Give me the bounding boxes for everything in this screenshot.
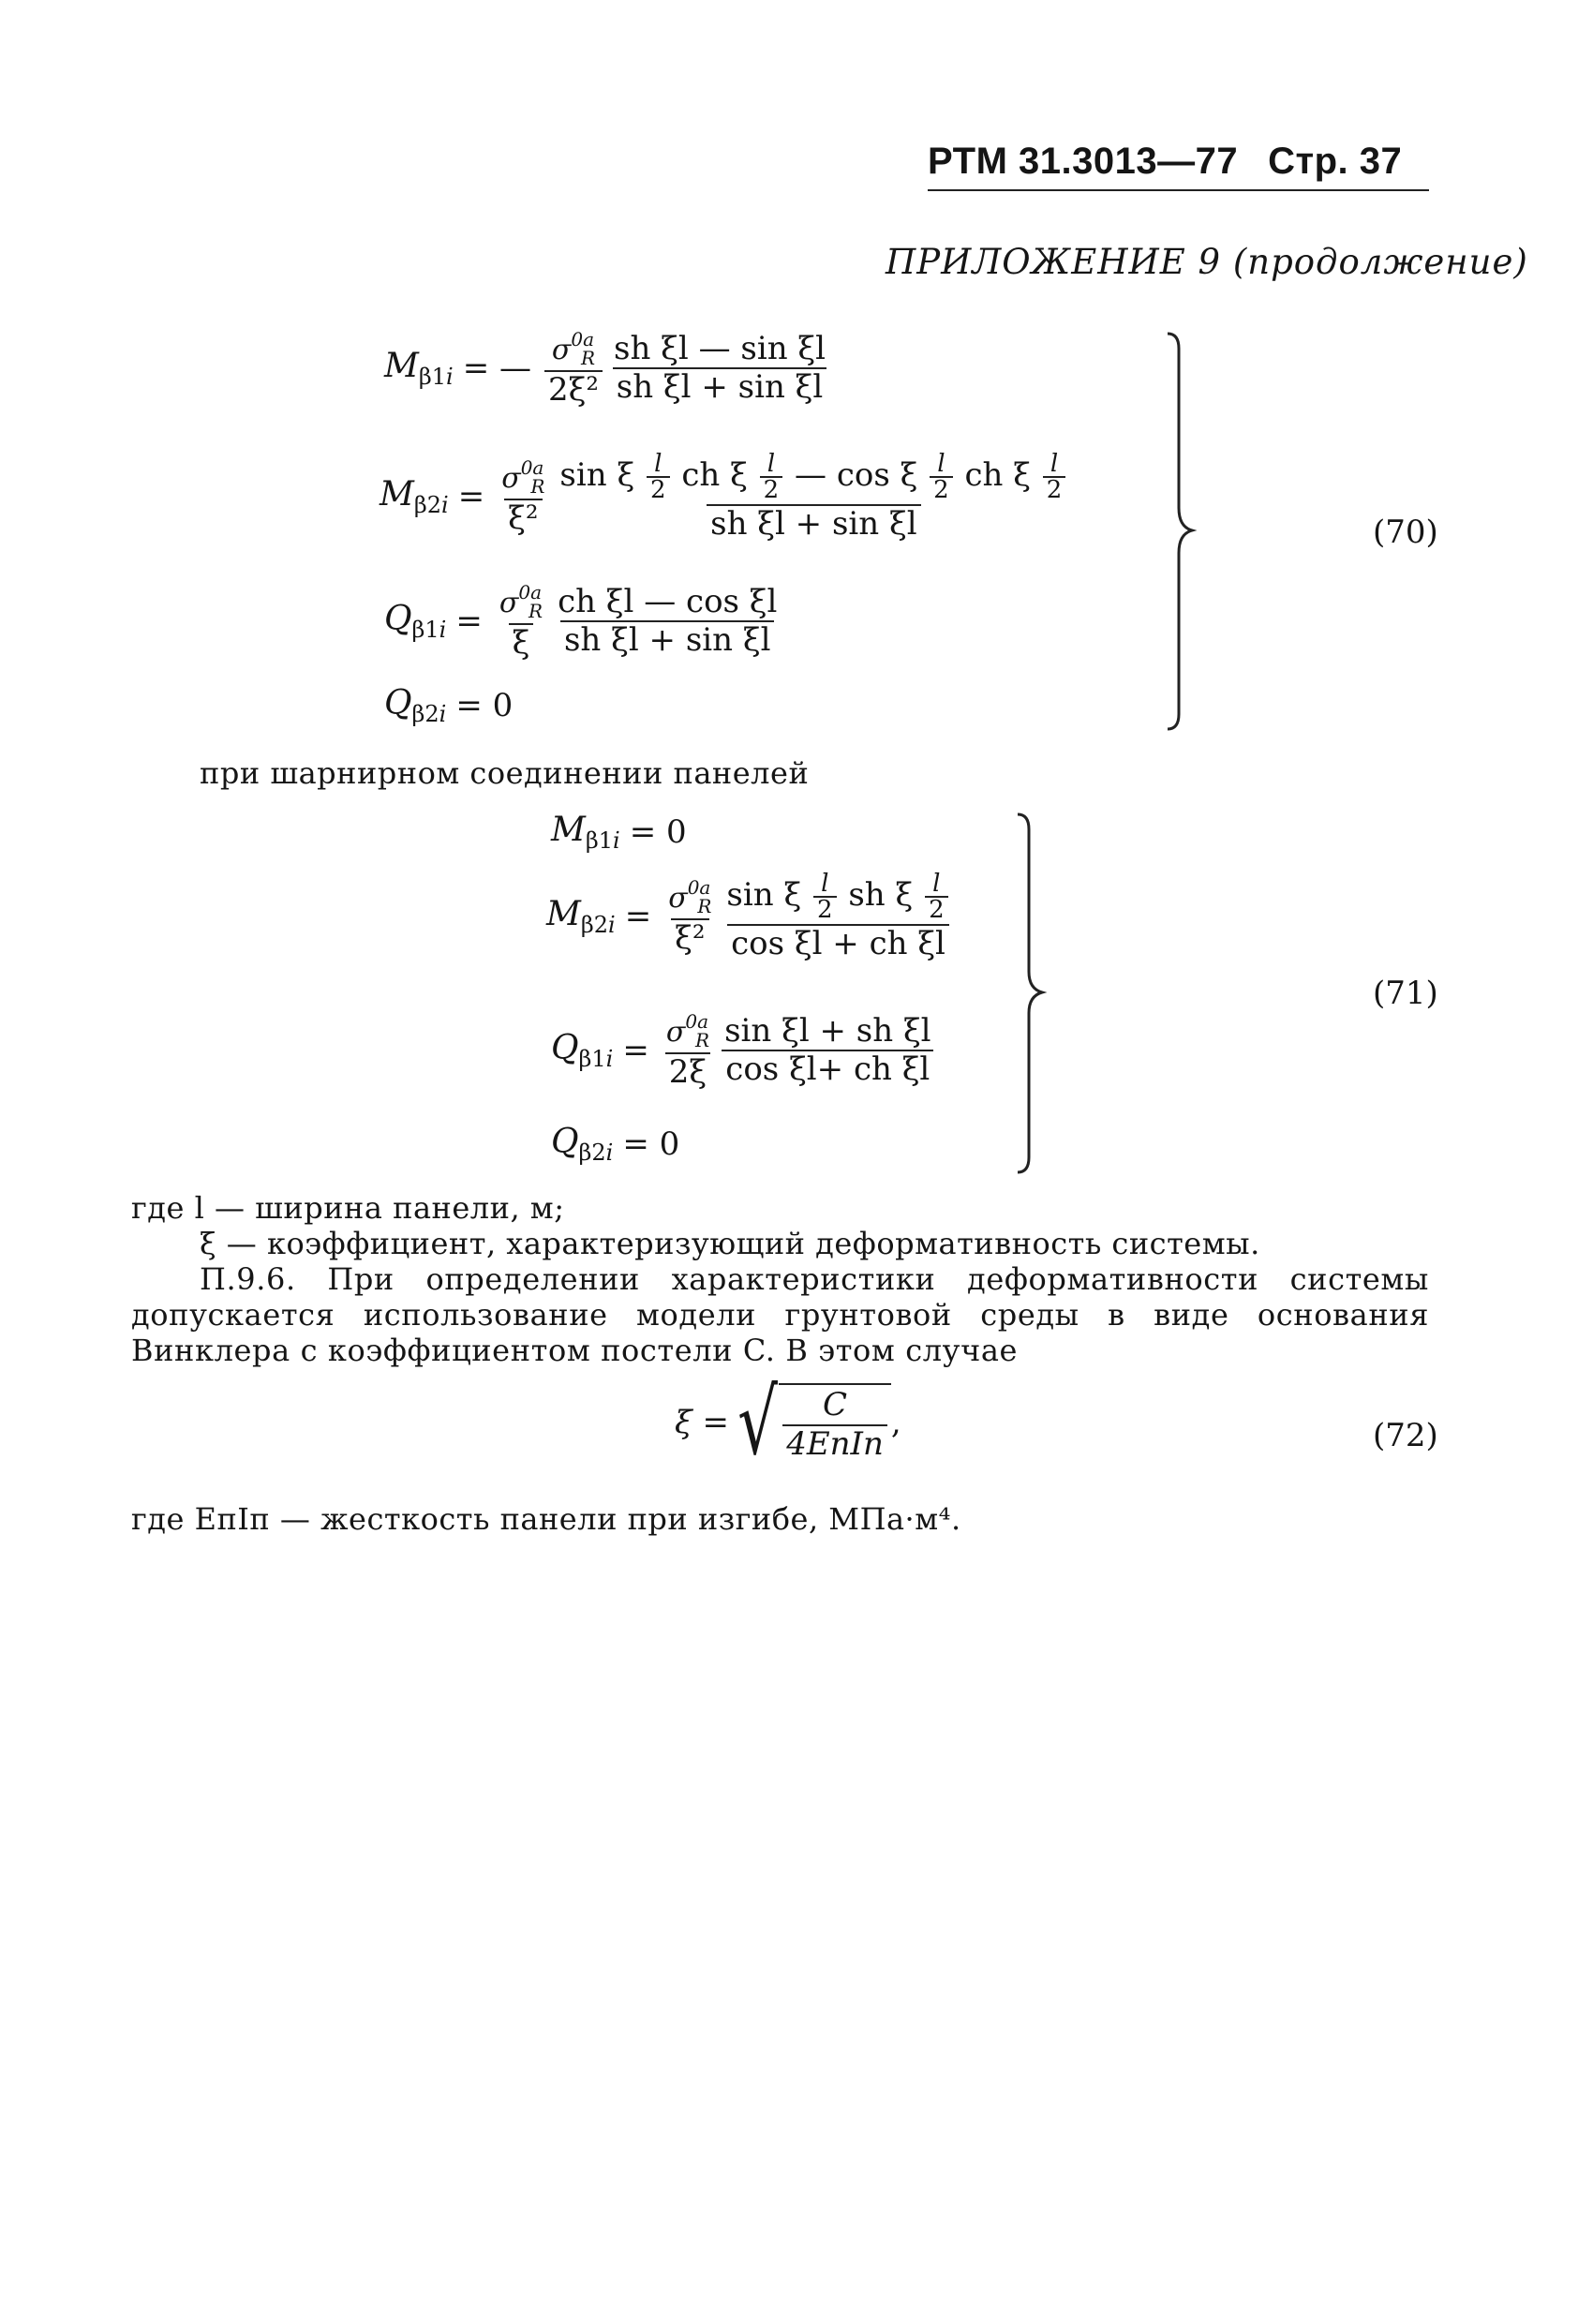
eq70-brace <box>1162 330 1199 733</box>
header-rule <box>928 189 1429 191</box>
eq70-number: (70) <box>1373 514 1438 551</box>
page-number: Стр. 37 <box>1268 141 1403 182</box>
eq71-number: (71) <box>1373 975 1438 1012</box>
eq71-m-beta2: $M_{\beta 2i}$ = $\frac{\sigma^{0a}_R}{\text{ξ²}}$ sin ξ $\frac{l}{2}$ sh ξ $\frac{l}{2}$ cos ξl + ch ξl <box>546 872 958 961</box>
eq70-m-beta1: $M_{\beta 1i}$ = — $\frac{\sigma^{0a}_R}{\text{2ξ²}}$ $\frac{\text{sh ξl — sin ξl}}{\text{sh ξl + sin ξl}}$ <box>384 328 826 409</box>
sqrt-icon: √ <box>737 1370 779 1475</box>
hinge-connection-text: при шарнирном соединении панелей <box>200 755 810 791</box>
definition-xi: ξ — коэффициент, характеризующий деформативность системы. <box>200 1226 1260 1261</box>
eq71-q-beta2: $Q_{\beta 2i}$ = 0 <box>551 1123 680 1166</box>
page-header <box>928 141 1402 183</box>
eq70-q-beta1: $Q_{\beta 1i}$ = $\frac{\sigma^{0a}_R}{\xi}$ $\frac{\text{ch ξl — cos ξl}}{\text{sh ξl + sin ξl}}$ <box>384 581 778 662</box>
section-p9-6: П.9.6. При определении характеристики деформативности системы допускается использование модели грунтовой среды в виде основания Винклера с коэффициентом постели C. В этом случае <box>131 1261 1429 1368</box>
eq71-brace <box>1012 811 1050 1176</box>
eq70-q-beta2: $Q_{\beta 2i}$ = 0 <box>384 684 514 727</box>
appendix-label: ПРИЛОЖЕНИЕ 9 (продолжение) <box>886 242 1528 282</box>
definition-l: где l — ширина панели, м; <box>131 1190 565 1226</box>
document-id: РТМ 31.3013—77 <box>928 141 1239 182</box>
eq72: ξ = √ $\frac{C}{\text{4EпIп}}$ , <box>675 1370 901 1475</box>
eq72-number: (72) <box>1373 1417 1438 1454</box>
eq71-m-beta1: $M_{\beta 1i}$ = 0 <box>551 811 687 854</box>
final-definition: где EпIп — жесткость панели при изгибе, МПа·м⁴. <box>131 1501 961 1537</box>
eq71-q-beta1: $Q_{\beta 1i}$ = $\frac{\sigma^{0a}_R}{2\xi}$ $\frac{\text{sin ξl + sh ξl}}{\text{cos ξl+ ch ξl}}$ <box>551 1012 939 1090</box>
eq70-m-beta2: $M_{\beta 2i}$ = $\frac{\sigma^{0a}_R}{\text{ξ²}}$ sin ξ $\frac{l}{2}$ ch ξ $\frac{l}{2}$ — cos ξ $\frac{l}{2}$ ch ξ $\frac{l}{2}$ sh ξl + sin ξl <box>380 452 1075 542</box>
